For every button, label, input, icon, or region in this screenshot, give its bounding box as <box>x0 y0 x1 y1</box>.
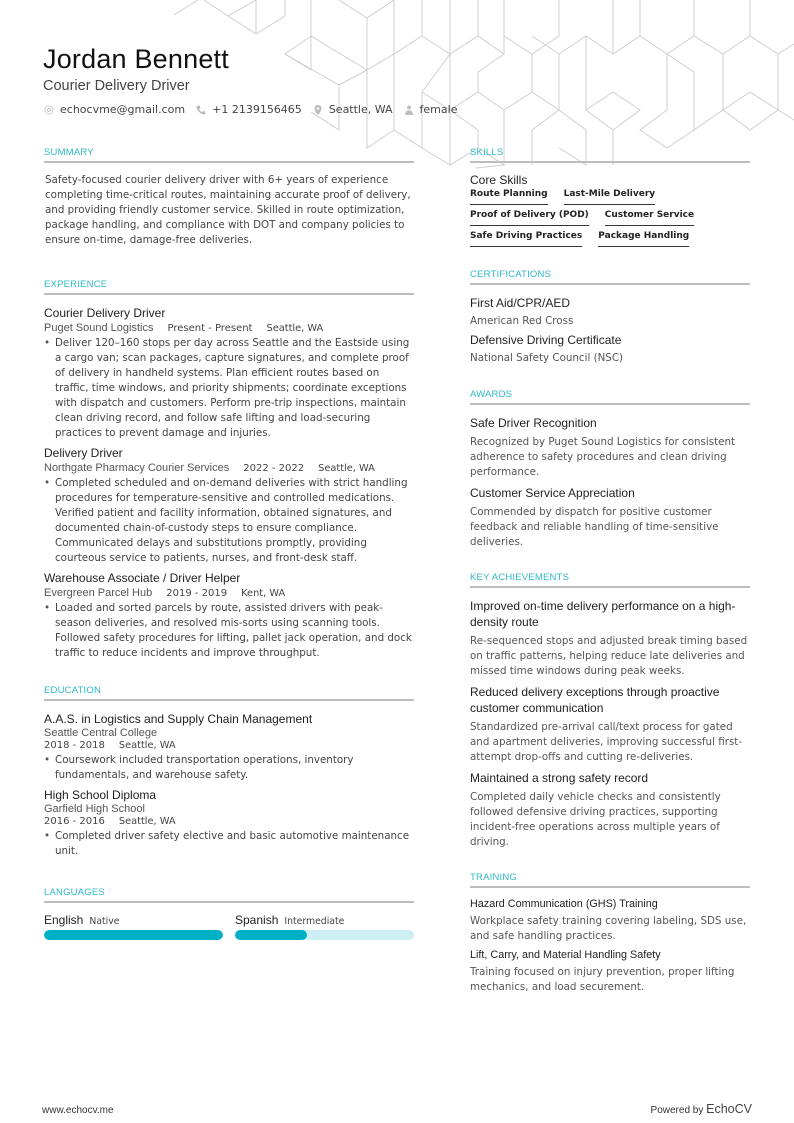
achievement-title: Reduced delivery exceptions through proactive customer communication <box>470 685 720 715</box>
job-bullet: • Loaded and sorted parcels by route, assisted drivers with peak-season deliveries, and resolved mis-sorts using scanning tools. Followed safety procedures for lifting, pallet jack operation, and dock traffic to reduce incidents and improve throughput. <box>44 601 414 661</box>
map-pin-icon <box>312 104 324 116</box>
training-title: Lift, Carry, and Material Handling Safety <box>470 949 661 961</box>
summary-section <box>44 147 414 248</box>
award-title: Safe Driver Recognition <box>470 416 597 430</box>
degree-title: High School Diploma <box>44 788 157 802</box>
phone-icon <box>195 104 207 116</box>
certification-title: Defensive Driving Certificate <box>470 333 622 347</box>
job-location: Seattle, WA <box>266 323 324 334</box>
job-dates: 2022 - 2022 <box>243 463 305 474</box>
education-bullet: • Coursework included transportation operations, inventory fundamentals, and warehouse safety. <box>44 753 414 783</box>
training-description: Workplace safety training covering labeling, SDS use, and safe handling practices. <box>470 915 747 942</box>
education-bullets <box>44 753 414 783</box>
school-name: Garfield High School <box>44 803 145 815</box>
certification-title: First Aid/CPR/AED <box>470 296 571 310</box>
degree-title: A.A.S. in Logistics and Supply Chain Management <box>44 712 313 726</box>
person-icon <box>403 104 415 116</box>
skill-tag: Safe Driving Practices <box>470 231 582 247</box>
experience-item <box>44 305 414 441</box>
job-meta <box>44 322 414 334</box>
skill-tag: Customer Service <box>605 210 694 226</box>
summary-heading: SUMMARY <box>44 147 414 163</box>
company-name: Evergreen Parcel Hub <box>44 587 153 599</box>
language-level: Intermediate <box>284 916 345 927</box>
job-dates: Present - Present <box>167 323 253 334</box>
language-name: Spanish <box>235 913 279 927</box>
certifications-heading: CERTIFICATIONS <box>470 269 750 285</box>
job-bullets <box>44 601 414 661</box>
job-meta <box>44 587 414 599</box>
awards-heading: AWARDS <box>470 389 750 405</box>
candidate-name: Jordan Bennett <box>43 44 229 74</box>
skills-section <box>470 147 750 247</box>
languages-section <box>44 887 414 940</box>
job-meta <box>44 462 414 474</box>
contact-email[interactable] <box>43 103 185 116</box>
achievement-description: Completed daily vehicle checks and consistently followed defensive driving practices, supporting incident-free operations across multiple years of driving. <box>470 791 721 848</box>
language-list <box>44 913 414 940</box>
contact-gender <box>403 103 458 116</box>
contact-email-value: echocvme@gmail.com <box>60 103 186 116</box>
skill-tag: Route Planning <box>470 189 548 205</box>
job-bullets <box>44 336 414 441</box>
skill-row <box>470 210 750 226</box>
candidate-title: Courier Delivery Driver <box>43 78 190 94</box>
language-level: Native <box>89 916 120 927</box>
job-title: Delivery Driver <box>44 446 123 460</box>
language-proficiency-fill <box>44 930 223 940</box>
education-bullet: • Completed driver safety elective and basic automotive maintenance unit. <box>44 829 414 859</box>
footer-powered-by[interactable] <box>651 1102 752 1116</box>
education-meta <box>44 816 414 827</box>
job-bullet: • Deliver 120–160 stops per day across Seattle and the Eastside using a cargo van; scan packages, capture signatures, and complete proof of delivery in handheld systems. Plan efficient routes based on traffic, time windows, and priority shipments; coordinate exceptions with dispatch and customers. Perform pre-trip inspections, maintain clean driving record, and follow safe lifting and load-securing practices to prevent damage and injuries. <box>44 336 414 441</box>
language-name: English <box>44 913 84 927</box>
experience-item <box>44 445 414 566</box>
experience-heading: EXPERIENCE <box>44 279 414 295</box>
contact-location <box>312 103 393 116</box>
languages-heading: LANGUAGES <box>44 887 414 903</box>
summary-text: Safety-focused courier delivery driver with 6+ years of experience completing time-critical routes, maintaining accurate proof of delivery, and providing friendly customer service. Skilled in route optimization, package handling, and compliance with DOT and company policies to ensure on-time, damage-free deliveries. <box>45 174 411 246</box>
education-item <box>44 711 414 783</box>
skill-row <box>470 231 750 247</box>
education-dates: 2016 - 2016 <box>44 816 105 827</box>
award-description: Commended by dispatch for positive customer feedback and reliable handling of time-sensitive deliveries. <box>470 506 719 548</box>
training-description: Training focused on injury prevention, proper lifting mechanics, and load securement. <box>470 966 735 993</box>
experience-item <box>44 570 414 661</box>
education-location: Seattle, WA <box>118 740 176 751</box>
education-meta <box>44 740 414 751</box>
training-section <box>470 872 750 995</box>
contact-gender-value: female <box>419 103 458 116</box>
skills-group-title: Core Skills <box>470 173 528 187</box>
achievements-heading: KEY ACHIEVEMENTS <box>470 572 750 588</box>
education-dates: 2018 - 2018 <box>44 740 105 751</box>
training-title: Hazard Communication (GHS) Training <box>470 898 658 910</box>
brand-name: EchoCV <box>706 1102 752 1116</box>
certification-issuer: American Red Cross <box>470 315 574 327</box>
skills-heading: SKILLS <box>470 147 750 163</box>
contact-phone-value: +1 2139156465 <box>212 103 302 116</box>
achievement-title: Improved on-time delivery performance on a high-density route <box>470 599 736 629</box>
language-proficiency-bar <box>44 930 223 940</box>
resume-header <box>43 44 467 116</box>
achievement-description: Re-sequenced stops and adjusted break timing based on traffic patterns, helping reduce late deliveries and missed time windows during peak weeks. <box>470 635 748 677</box>
left-column <box>44 147 414 952</box>
company-name: Puget Sound Logistics <box>44 322 154 334</box>
contact-list <box>43 103 467 116</box>
skill-tag: Last-Mile Delivery <box>564 189 656 205</box>
award-title: Customer Service Appreciation <box>470 486 635 500</box>
education-heading: EDUCATION <box>44 685 414 701</box>
award-description: Recognized by Puget Sound Logistics for consistent adherence to safety procedures and clean driving performance. <box>470 436 736 478</box>
experience-section <box>44 279 414 661</box>
job-bullets <box>44 476 414 566</box>
skill-tag: Proof of Delivery (POD) <box>470 210 589 226</box>
school-name: Seattle Central College <box>44 727 158 739</box>
company-name: Northgate Pharmacy Courier Services <box>44 462 230 474</box>
education-item <box>44 787 414 859</box>
language-proficiency-bar <box>235 930 414 940</box>
certifications-section <box>470 269 750 364</box>
job-title: Courier Delivery Driver <box>44 306 166 320</box>
certification-issuer: National Safety Council (NSC) <box>470 352 624 364</box>
footer-website-link[interactable]: www.echocv.me <box>42 1105 114 1116</box>
contact-phone[interactable] <box>195 103 302 116</box>
job-dates: 2019 - 2019 <box>166 588 228 599</box>
at-icon <box>43 104 55 116</box>
achievements-section <box>470 572 750 850</box>
education-bullets <box>44 829 414 859</box>
language-item <box>235 913 414 940</box>
education-location: Seattle, WA <box>118 816 176 827</box>
awards-section <box>470 389 750 550</box>
job-title: Warehouse Associate / Driver Helper <box>44 571 241 585</box>
powered-by-label: Powered by <box>650 1105 704 1116</box>
job-location: Seattle, WA <box>318 463 375 474</box>
education-section <box>44 685 414 859</box>
achievement-title: Maintained a strong safety record <box>470 771 649 785</box>
skill-row <box>470 189 750 205</box>
job-location: Kent, WA <box>241 588 286 599</box>
job-bullet: • Completed scheduled and on-demand deliveries with strict handling procedures for temperature-sensitive and controlled medications. Verified patient and facility information, obtained signatures, and documented chain-of-custody steps to ensure compliance. Communicated delays and substitutions promptly, providing courteous service to patients, nurses, and front-desk staff. <box>44 476 414 566</box>
language-item <box>44 913 223 940</box>
training-heading: TRAINING <box>470 872 750 888</box>
achievement-description: Standardized pre-arrival call/text process for gated and apartment deliveries, improving successful first-attempt drop-offs and cutting re-deliveries. <box>470 721 743 763</box>
skill-tag: Package Handling <box>598 231 689 247</box>
language-proficiency-fill <box>235 930 307 940</box>
right-column <box>470 147 750 1007</box>
contact-location-value: Seattle, WA <box>328 103 393 116</box>
